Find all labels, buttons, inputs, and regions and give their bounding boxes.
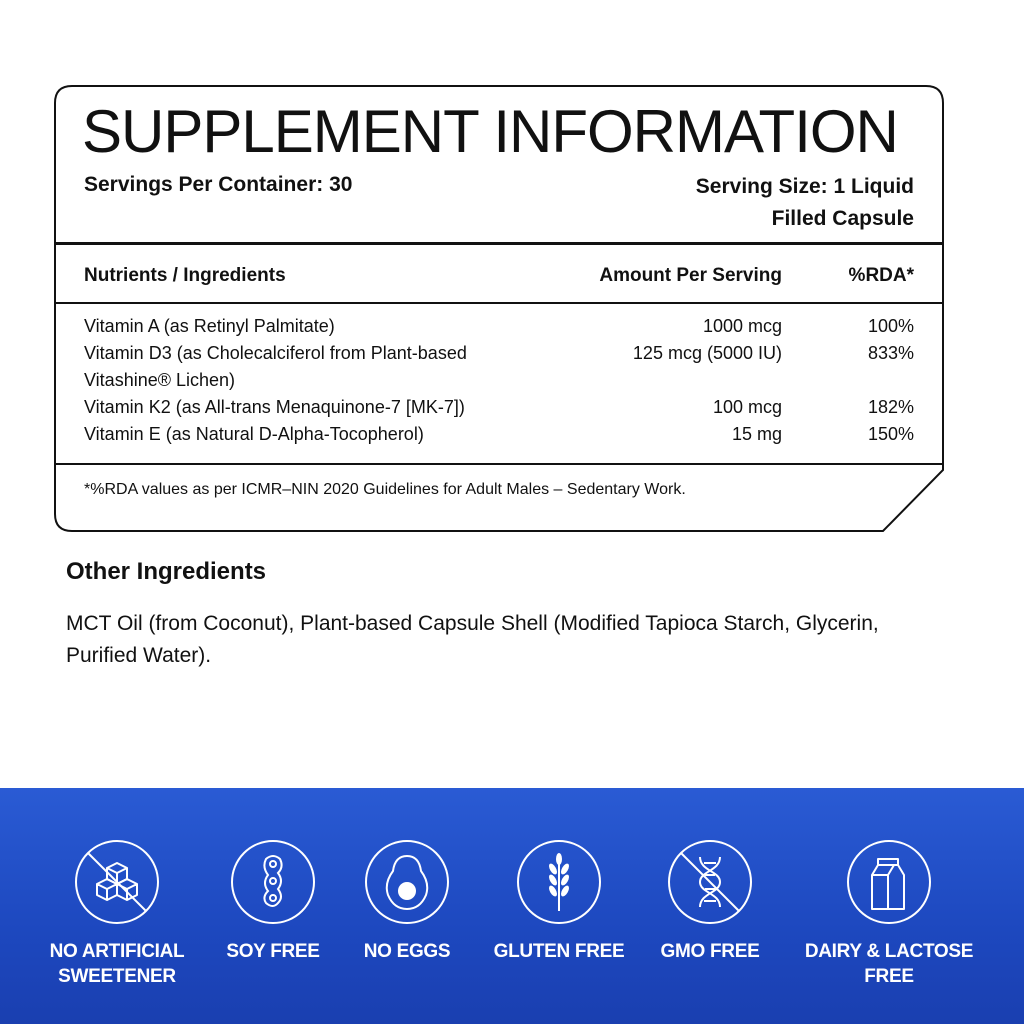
badge-label-line1: GLUTEN FREE [493, 941, 625, 962]
wheat-icon [516, 839, 602, 925]
badge-label [799, 939, 979, 989]
serving-size-line1: Serving Size: 1 Liquid [695, 175, 914, 198]
nutrient-amount: 100 mcg [712, 397, 782, 417]
column-nutrients: Nutrients / Ingredients [84, 265, 286, 286]
table-row [84, 340, 914, 394]
nutrient-table [84, 313, 914, 448]
table-header [84, 265, 914, 293]
nutrient-rda: 833% [867, 343, 914, 363]
soybean-icon [230, 839, 316, 925]
nutrient-rda: 182% [867, 397, 914, 417]
nutrient-name: Vitamin D3 (as Cholecalciferol from Plant-based Vitashine® Lichen) [84, 343, 467, 390]
table-header-divider [54, 302, 944, 304]
badge-gmo-free [620, 839, 800, 964]
rda-footnote: *%RDA values as per ICMR–NIN 2020 Guidelines for Adult Males – Sedentary Work. [84, 481, 686, 498]
header-divider [54, 242, 944, 245]
milk-carton-icon [846, 839, 932, 925]
badge-label-line2: FREE [864, 966, 914, 987]
serving-size [614, 171, 914, 235]
nutrient-name: Vitamin A (as Retinyl Palmitate) [84, 316, 335, 336]
panel-title: SUPPLEMENT INFORMATION [82, 98, 898, 165]
nutrient-name: Vitamin E (as Natural D-Alpha-Tocopherol) [84, 424, 424, 444]
column-amount: Amount Per Serving [599, 265, 782, 286]
avocado-icon [364, 839, 450, 925]
nutrient-amount: 125 mcg (5000 IU) [632, 343, 782, 363]
nutrient-rda: 100% [867, 316, 914, 336]
table-row [84, 394, 914, 421]
badge-label-line1: GMO FREE [660, 941, 760, 962]
badge-label [27, 939, 207, 989]
badge-label-line2: SWEETENER [58, 966, 176, 987]
nutrient-amount: 1000 mcg [702, 316, 782, 336]
badge-no-artificial-sweetener [27, 839, 207, 989]
column-rda: %RDA* [848, 265, 914, 286]
sugar-cubes-crossed-icon [74, 839, 160, 925]
supplement-info-panel [54, 85, 944, 532]
other-ingredients-text: MCT Oil (from Coconut), Plant-based Capsule Shell (Modified Tapioca Starch, Glycerin, Purified Water). [66, 612, 879, 667]
nutrient-amount: 15 mg [731, 424, 782, 444]
other-ingredients-title: Other Ingredients [66, 558, 267, 585]
badge-dairy-lactose-free [799, 839, 979, 989]
free-from-band [0, 788, 1024, 1024]
servings-per-container: Servings Per Container: 30 [84, 173, 353, 196]
nutrient-name: Vitamin K2 (as All-trans Menaquinone-7 [MK-7]) [84, 397, 465, 417]
dna-crossed-icon [667, 839, 753, 925]
serving-size-line2: Filled Capsule [771, 207, 914, 230]
badge-label-line1: DAIRY & LACTOSE [804, 941, 974, 962]
badge-label-line1: NO ARTIFICIAL [49, 941, 185, 962]
nutrient-rda: 150% [867, 424, 914, 444]
footnote-divider [54, 463, 944, 465]
table-row [84, 421, 914, 448]
badge-label-line1: NO EGGS [363, 941, 451, 962]
table-row [84, 313, 914, 340]
badge-label [620, 939, 800, 964]
badge-label-line1: SOY FREE [226, 941, 320, 962]
